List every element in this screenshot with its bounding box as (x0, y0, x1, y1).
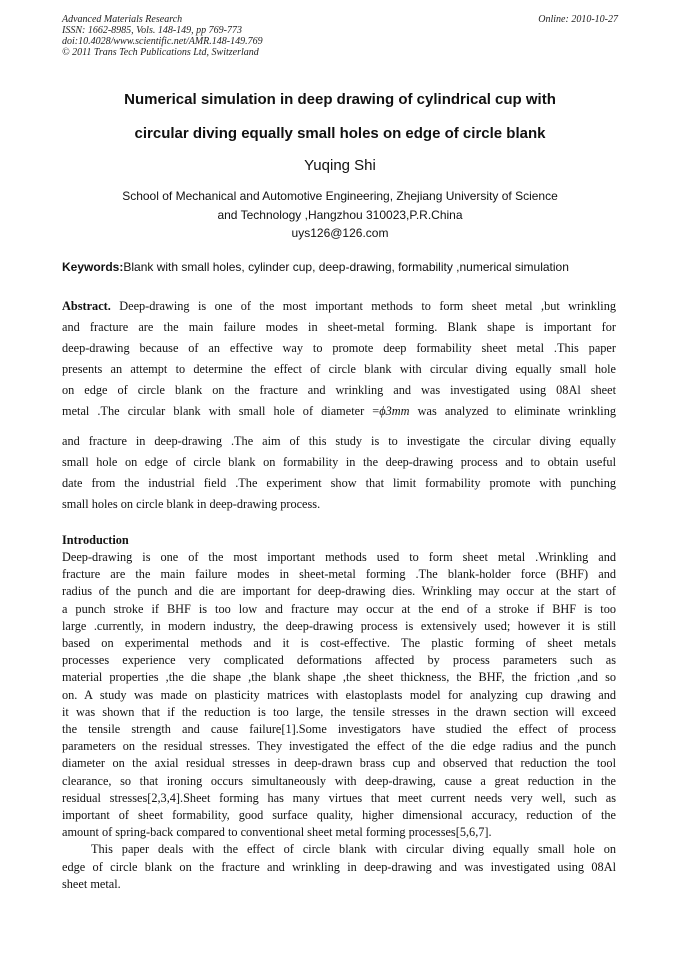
abstract-line: date from the industrial field .The experiment show that limit formability promote with punching (62, 476, 616, 491)
author-name: Yuqing Shi (304, 157, 376, 174)
body-line: amount of spring-back compared to conventional sheet metal forming processes[5,6,7]. (62, 825, 492, 840)
body-line: residual stresses[2,3,4].Sheet forming has many virtues that meet current needs very well, such as (62, 790, 616, 805)
abstract-line: presents an attempt to determine the effect of circle blank with circular diving equally small hole (62, 361, 616, 376)
abstract-label: Abstract. (62, 299, 111, 313)
copyright-line: © 2011 Trans Tech Publications Ltd, Switzerland (62, 47, 259, 58)
body-line: the tensile strength and cause failure[1].Some investigators have studied the effect of process (62, 722, 616, 737)
abstract-line: and fracture are the main failure modes in sheet-metal forming. Blank shape is important for (62, 319, 616, 334)
body-line: clearance, so that ironing occurs simultaneously with deep-drawing, cause a great reduction in the (62, 773, 616, 788)
abstract-line: small holes on circle blank in deep-drawing process. (62, 497, 321, 512)
diameter-formula: ϕ3mm (379, 403, 410, 418)
body-line: radius of the punch and die are important for deep-drawing dies. Wrinkling may occur at the start of (62, 584, 616, 599)
keywords (62, 260, 618, 275)
keywords-text: Blank with small holes, cylinder cup, deep-drawing, formability ,numerical simulation (123, 260, 569, 274)
abstract-line: metal .The circular blank with small hole of diameter =ϕ3mm was analyzed to eliminate wrinkling (62, 403, 616, 418)
body-line: Deep-drawing is one of the most important methods used to form sheet metal .Wrinkling and (62, 550, 616, 564)
body-line: large .currently, in modern industry, the deep-drawing process is extensively used; however it is still (62, 618, 616, 633)
author-email: uys126@126.com (291, 226, 389, 240)
online-date: Online: 2010-10-27 (538, 14, 618, 25)
body-line: edge of circle blank on the fracture and wrinkling in deep-drawing and was investigated using 08Al (62, 859, 616, 874)
section-heading-introduction: Introduction (62, 533, 129, 547)
affiliation-line-1: School of Mechanical and Automotive Engineering, Zhejiang University of Science (122, 189, 558, 203)
body-line: This paper deals with the effect of circle blank with circular diving equally small hole on (91, 842, 616, 857)
body-line: based on experimental methods and it is cost-effective. The plastic forming of sheet metals (62, 636, 616, 651)
journal-header (62, 14, 618, 58)
keywords-label: Keywords: (62, 260, 124, 274)
abstract (62, 296, 616, 515)
body-line: parameters on the residual stresses. They investigated the effect of the die edge radius and the punch (62, 739, 616, 754)
abstract-line: small hole on edge of circle blank on formability in the deep-drawing process and to obtain useful (62, 455, 616, 470)
body-line: it was shown that if the reduction is too large, the tensile stresses in the drawn section will exceed (62, 704, 616, 719)
journal-name: Advanced Materials Research (62, 14, 183, 25)
body-line: material properties ,the die shape ,the blank shape ,the sheet thickness, the BHF, the friction ,and so (62, 670, 616, 685)
body-line: important of sheet formability, good surface quality, higher dimensional accuracy, reduction of the (62, 808, 616, 823)
abstract-line: Abstract. Deep-drawing is one of the most important methods to form sheet metal ,but wrinkling (62, 299, 616, 313)
issn-line: ISSN: 1662-8985, Vols. 148-149, pp 769-773 (62, 25, 242, 36)
paper-title-line-1: Numerical simulation in deep drawing of cylindrical cup with (124, 91, 556, 108)
body-line: processes experience very complicated deformations affected by process parameters such as (62, 653, 616, 668)
body-line: a punch stroke if BHF is too low and fracture may occur at the end of a stroke if BHF is too (62, 601, 616, 616)
abstract-line: deep-drawing because of an effective way to promote deep formability sheet metal .This paper (62, 340, 616, 355)
body-line: sheet metal. (62, 876, 121, 891)
body-line: diameter on the axial residual stresses in deep-drawn brass cup and observed that reduction the tool (62, 756, 616, 771)
abstract-line: and fracture in deep-drawing .The aim of this study is to investigate the circular diving equally (62, 434, 616, 449)
affiliation-line-2: and Technology ,Hangzhou 310023,P.R.China (217, 208, 463, 222)
abstract-line: on edge of circle blank on the fracture and wrinkling and was investigated using 08Al sheet (62, 382, 616, 397)
paper-title-line-2: circular diving equally small holes on edge of circle blank (134, 125, 546, 142)
doi-line: doi:10.4028/www.scientific.net/AMR.148-149.769 (62, 36, 263, 47)
body-line: fracture are the main failure modes in sheet-metal forming .The blank-holder force (BHF) and (62, 567, 616, 582)
body-line: on. A study was made on plasticity matrices with elastoplasts model for analyzing cup drawing and (62, 687, 616, 702)
introduction-body (62, 549, 616, 893)
